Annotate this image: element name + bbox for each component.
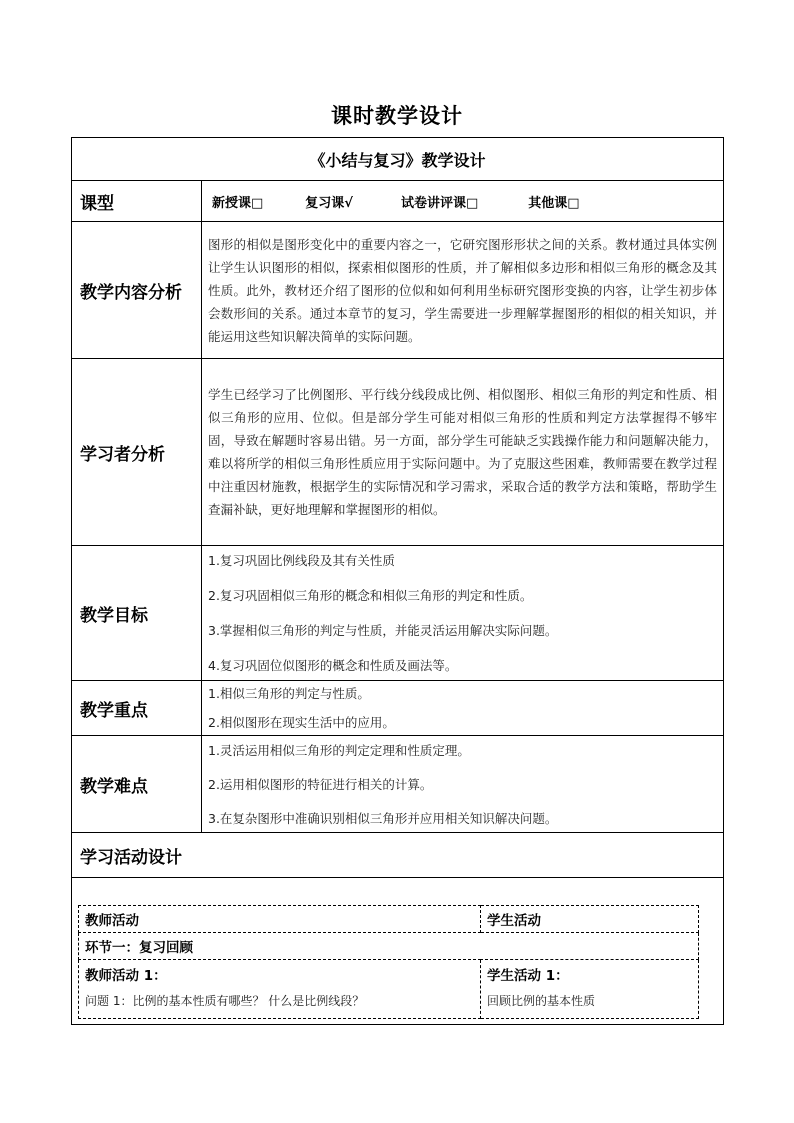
student-activity-text: 回顾比例的基本性质: [487, 994, 596, 1008]
teaching-goals-row: [72, 546, 724, 681]
learner-analysis-row: [72, 359, 724, 546]
teaching-goal-item: 1.复习巩固比例线段及其有关性质: [208, 553, 395, 568]
course-type-option-new: 新授课□: [212, 195, 264, 211]
course-type-options: [202, 181, 724, 222]
content-analysis-row: [72, 222, 724, 359]
student-activity-title: 学生活动 1：: [487, 968, 569, 984]
key-point-item: 1.相似三角形的判定与性质。: [208, 686, 370, 701]
course-type-label: 课型: [72, 181, 202, 222]
key-points-label: 教学重点: [72, 681, 202, 736]
lesson-plan-table: [71, 137, 724, 1025]
content-analysis-paragraph: 图形的相似是图形变化中的重要内容之一，它研究图形形状之间的关系。教材通过具体实例让学生认识图形的相似，探索相似图形的性质，并了解相似多边形和相似三角形的概念及其性质。此外，教材还介绍了图形的位似和如何利用坐标研究图形变换的内容，让学生初步体会数形间的关系。通过本章节的复习，学生需要进一步理解掌握图形的相似的相关知识，并能运用这些知识解决简单的实际问题。: [208, 236, 718, 344]
learner-analysis-label: 学习者分析: [72, 359, 202, 546]
difficult-points-list: [202, 736, 724, 833]
teaching-goals-list: [202, 546, 724, 681]
course-type-option-other: 其他课□: [528, 195, 580, 211]
key-point-item: 2.相似图形在现实生活中的应用。: [208, 715, 395, 730]
difficult-point-item: 2.运用相似图形的特征进行相关的计算。: [208, 776, 433, 792]
design-title: 《小结与复习》教学设计: [72, 138, 724, 181]
content-analysis-label: 教学内容分析: [72, 222, 202, 359]
activity-row: [79, 960, 699, 1019]
activity-table: [78, 905, 699, 1019]
content-analysis-text: [202, 222, 724, 359]
activity-section-row: [79, 933, 699, 960]
learner-analysis-paragraph: 学生已经学习了比例图形、平行线分线段成比例、相似图形、相似三角形的判定和性质、相似三角形的应用、位似。但是部分学生可能对相似三角形的性质和判定方法掌握得不够牢固，导致在解题时容易出错。另一方面，部分学生可能缺乏实践操作能力和问题解决能力，难以将所学的相似三角形性质应用于实际问题中。为了克服这些困难，教师需要在教学过程中注重因材施教，根据学生的实际情况和学习需求，采取合适的教学方法和策略，帮助学生查漏补缺，更好地理解和掌握图形的相似。: [208, 387, 718, 517]
teacher-activity-header: 教师活动: [79, 906, 481, 933]
course-type-option-test-review: 试卷讲评课□: [400, 195, 479, 211]
difficult-point-item: 1.灵活运用相似三角形的判定定理和性质定理。: [208, 742, 470, 758]
student-activity-header: 学生活动: [481, 906, 699, 933]
learner-analysis-text: [202, 359, 724, 546]
activity-design-body-row: [72, 878, 724, 1025]
course-type-option-review: 复习课√: [305, 195, 353, 211]
activity-design-body: [72, 878, 724, 1025]
key-points-list: [202, 681, 724, 736]
activity-section-title: 环节一：复习回顾: [79, 933, 699, 960]
key-points-row: [72, 681, 724, 736]
student-activity-cell: [481, 960, 699, 1019]
activity-design-label: 学习活动设计: [72, 833, 724, 878]
course-type-row: [72, 181, 724, 222]
difficult-points-label: 教学难点: [72, 736, 202, 833]
activity-header-row: [79, 906, 699, 933]
teaching-goal-item: 2.复习巩固相似三角形的概念和相似三角形的判定和性质。: [208, 588, 533, 603]
page-title: 课时教学设计: [331, 104, 463, 128]
teacher-activity-text: 问题 1：比例的基本性质有哪些？ 什么是比例线段？: [85, 994, 365, 1008]
teacher-activity-cell: [79, 960, 481, 1019]
difficult-points-row: [72, 736, 724, 833]
difficult-point-item: 3.在复杂图形中准确识别相似三角形并应用相关知识解决问题。: [208, 810, 558, 826]
design-title-row: [72, 138, 724, 181]
teaching-goal-item: 3.掌握相似三角形的判定与性质，并能灵活运用解决实际问题。: [208, 623, 558, 638]
teaching-goals-label: 教学目标: [72, 546, 202, 681]
activity-design-header-row: [72, 833, 724, 878]
teaching-goal-item: 4.复习巩固位似图形的概念和性质及画法等。: [208, 658, 458, 673]
teacher-activity-title: 教师活动 1：: [85, 968, 167, 984]
